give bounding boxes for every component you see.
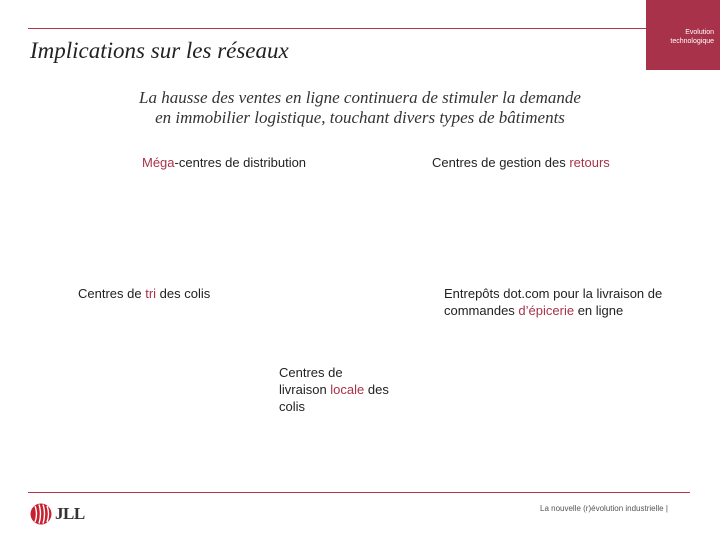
section-tag-line2: technologique <box>670 38 714 45</box>
label-locale-line2 <box>279 381 389 398</box>
section-tag <box>646 0 720 70</box>
label-locale-line3: colis <box>279 399 306 414</box>
label-centres-retours <box>432 154 610 171</box>
label-epicerie-line2 <box>444 302 662 319</box>
subtitle-line2: en immobilier logistique, touchant divers types de bâtiments <box>155 108 565 127</box>
label-mega-rest: -centres de distribution <box>174 155 307 170</box>
label-mega-highlight: Méga <box>142 155 175 170</box>
footer-text: La nouvelle (r)évolution industrielle | <box>540 504 668 513</box>
label-epicerie-line2-after: en ligne <box>574 303 624 318</box>
label-epicerie-line2-before: commandes <box>444 303 519 318</box>
label-locale-line2-before: livraison <box>279 382 331 397</box>
top-rule <box>28 28 646 29</box>
subtitle <box>100 88 620 128</box>
label-retours-highlight: retours <box>569 155 610 170</box>
subtitle-line1: La hausse des ventes en ligne continuera de stimuler la demande <box>139 88 581 107</box>
label-entrepots-epicerie <box>444 285 662 319</box>
label-epicerie-highlight: d’épicerie <box>518 303 575 318</box>
label-mega-centres <box>142 154 306 171</box>
label-locale-line2-after: des <box>364 382 389 397</box>
page-title: Implications sur les réseaux <box>30 38 289 63</box>
label-tri-before: Centres de <box>78 286 146 301</box>
jll-logo <box>30 503 85 525</box>
bottom-rule <box>28 492 690 493</box>
label-livraison-locale <box>279 364 389 415</box>
jll-logo-text: JLL <box>55 504 85 523</box>
label-tri-highlight: tri <box>145 286 157 301</box>
label-tri-after: des colis <box>156 286 211 301</box>
label-retours-before: Centres de gestion des <box>432 155 570 170</box>
label-locale-highlight: locale <box>330 382 365 397</box>
section-tag-line1: Evolution <box>685 29 714 36</box>
label-centres-tri <box>78 285 210 302</box>
label-epicerie-line1: Entrepôts dot.com pour la livraison de <box>444 286 663 301</box>
jll-logo-icon <box>30 503 52 525</box>
label-locale-line1: Centres de <box>279 365 343 380</box>
